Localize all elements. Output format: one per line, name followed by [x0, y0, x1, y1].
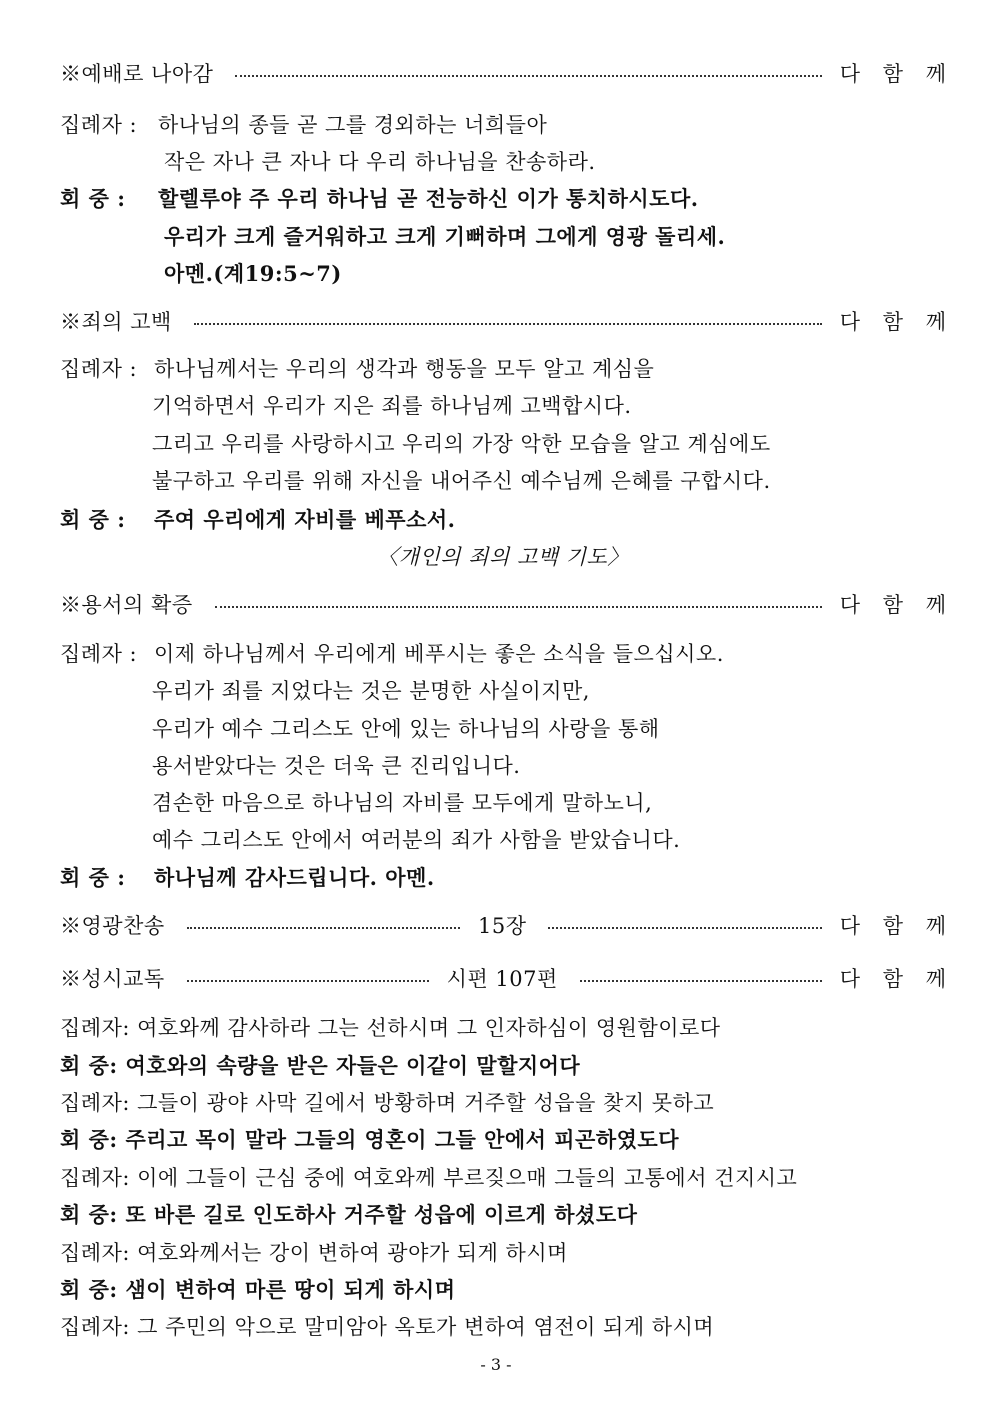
- liturgy-line: [60, 503, 946, 537]
- reading-line-leader: 집례자: 이에 그들이 근심 중에 여호와께 부르짖으매 그들의 고통에서 건지시고: [60, 1166, 798, 1190]
- leader-dots: [580, 980, 822, 982]
- liturgy-line: 아멘.(계19:5~7): [164, 261, 342, 286]
- reading-line-leader: 집례자: 여호와께서는 강이 변하여 광야가 되게 하시며: [60, 1241, 568, 1265]
- leader-dots: [187, 927, 460, 929]
- reading-line-congregation: 회 중: 또 바른 길로 인도하사 거주할 성읍에 이르게 하셨도다: [60, 1202, 638, 1227]
- section-title: ※성시교독: [60, 967, 165, 991]
- speaker-label: 집례자 :: [60, 357, 138, 381]
- reading-line-congregation: 회 중: 주리고 목이 말라 그들의 영혼이 그들 안에서 피곤하였도다: [60, 1127, 679, 1152]
- line-text: 이제 하나님께서 우리에게 베푸시는 좋은 소식을 들으십시오.: [154, 642, 724, 666]
- line-text: 하나님께 감사드립니다. 아멘.: [154, 865, 435, 890]
- reading-line-congregation: 회 중: 샘이 변하여 마른 땅이 되게 하시며: [60, 1277, 456, 1302]
- section-header-worship: [60, 57, 954, 91]
- section-header-doxology: [60, 909, 955, 943]
- liturgy-line: 불구하고 우리를 위해 자신을 내어주신 예수님께 은혜를 구합시다.: [152, 469, 771, 493]
- section-title: ※용서의 확증: [60, 593, 193, 617]
- liturgy-line: [60, 108, 946, 142]
- hymn-number: 15장: [477, 914, 527, 938]
- section-header-responsive-reading: [60, 962, 954, 996]
- liturgy-line: 우리가 죄를 지었다는 것은 분명한 사실이지만,: [152, 679, 590, 703]
- liturgy-line: [60, 182, 946, 216]
- reading-line-leader: 집례자: 여호와께 감사하라 그는 선하시며 그 인자하심이 영원함이로다: [60, 1016, 721, 1040]
- section-title: ※영광찬송: [60, 914, 165, 938]
- liturgy-line: [60, 637, 946, 671]
- speaker-label: 회 중 :: [60, 186, 126, 211]
- section-participants: 다 함 께: [839, 967, 954, 991]
- leader-dots: [548, 927, 821, 929]
- section-participants: 다 함 께: [839, 914, 955, 938]
- liturgy-line: 예수 그리스도 안에서 여러분의 죄가 사함을 받았습니다.: [152, 828, 681, 852]
- reading-line-leader: 집례자: 그들이 광야 사막 길에서 방황하며 거주할 성읍을 찾지 못하고: [60, 1091, 715, 1115]
- liturgy-line: 우리가 예수 그리스도 안에 있는 하나님의 사랑을 통해: [152, 717, 660, 741]
- reading-line-leader: 집례자: 그 주민의 악으로 말미암아 옥토가 변하여 염전이 되게 하시며: [60, 1315, 715, 1339]
- liturgy-line: [60, 861, 946, 895]
- section-participants: 다 함 께: [839, 62, 954, 86]
- section-participants: 다 함 께: [839, 593, 954, 617]
- psalm-reference: 시편 107편: [446, 967, 558, 991]
- section-title: ※죄의 고백: [60, 310, 172, 334]
- section-title: ※예배로 나아감: [60, 62, 214, 86]
- prayer-note: 〈개인의 죄의 고백 기도〉: [377, 545, 629, 569]
- reading-line-congregation: 회 중: 여호와의 속량을 받은 자들은 이같이 말할지어다: [60, 1053, 581, 1078]
- line-text: 하나님께서는 우리의 생각과 행동을 모두 알고 계심을: [154, 357, 655, 381]
- speaker-label: 회 중 :: [60, 865, 126, 890]
- speaker-label: 집례자 :: [60, 113, 138, 137]
- liturgy-line: 그리고 우리를 사랑하시고 우리의 가장 악한 모습을 알고 계심에도: [152, 432, 771, 456]
- leader-dots: [215, 606, 822, 608]
- section-participants: 다 함 께: [839, 310, 954, 334]
- speaker-label: 회 중 :: [60, 507, 126, 532]
- liturgy-line: 용서받았다는 것은 더욱 큰 진리입니다.: [152, 754, 521, 778]
- line-text: 하나님의 종들 곧 그를 경외하는 너희들아: [158, 113, 548, 137]
- liturgy-line: 우리가 크게 즐거워하고 크게 기뻐하며 그에게 영광 돌리세.: [164, 224, 726, 249]
- liturgy-line: 기억하면서 우리가 지은 죄를 하나님께 고백합시다.: [152, 394, 632, 418]
- speaker-label: 집례자 :: [60, 642, 138, 666]
- line-text: 주여 우리에게 자비를 베푸소서.: [154, 507, 456, 532]
- section-header-assurance: [60, 588, 954, 622]
- section-header-confession: [60, 305, 954, 339]
- liturgy-line: 작은 자나 큰 자나 다 우리 하나님을 찬송하라.: [164, 150, 596, 174]
- line-text: 할렐루야 주 우리 하나님 곧 전능하신 이가 통치하시도다.: [158, 186, 699, 211]
- page-number: - 3 -: [480, 1355, 512, 1374]
- leader-dots: [187, 980, 429, 982]
- liturgy-line: [60, 352, 946, 386]
- leader-dots: [235, 75, 821, 77]
- leader-dots: [194, 323, 822, 325]
- liturgy-line: 겸손한 마음으로 하나님의 자비를 모두에게 말하노니,: [152, 791, 653, 815]
